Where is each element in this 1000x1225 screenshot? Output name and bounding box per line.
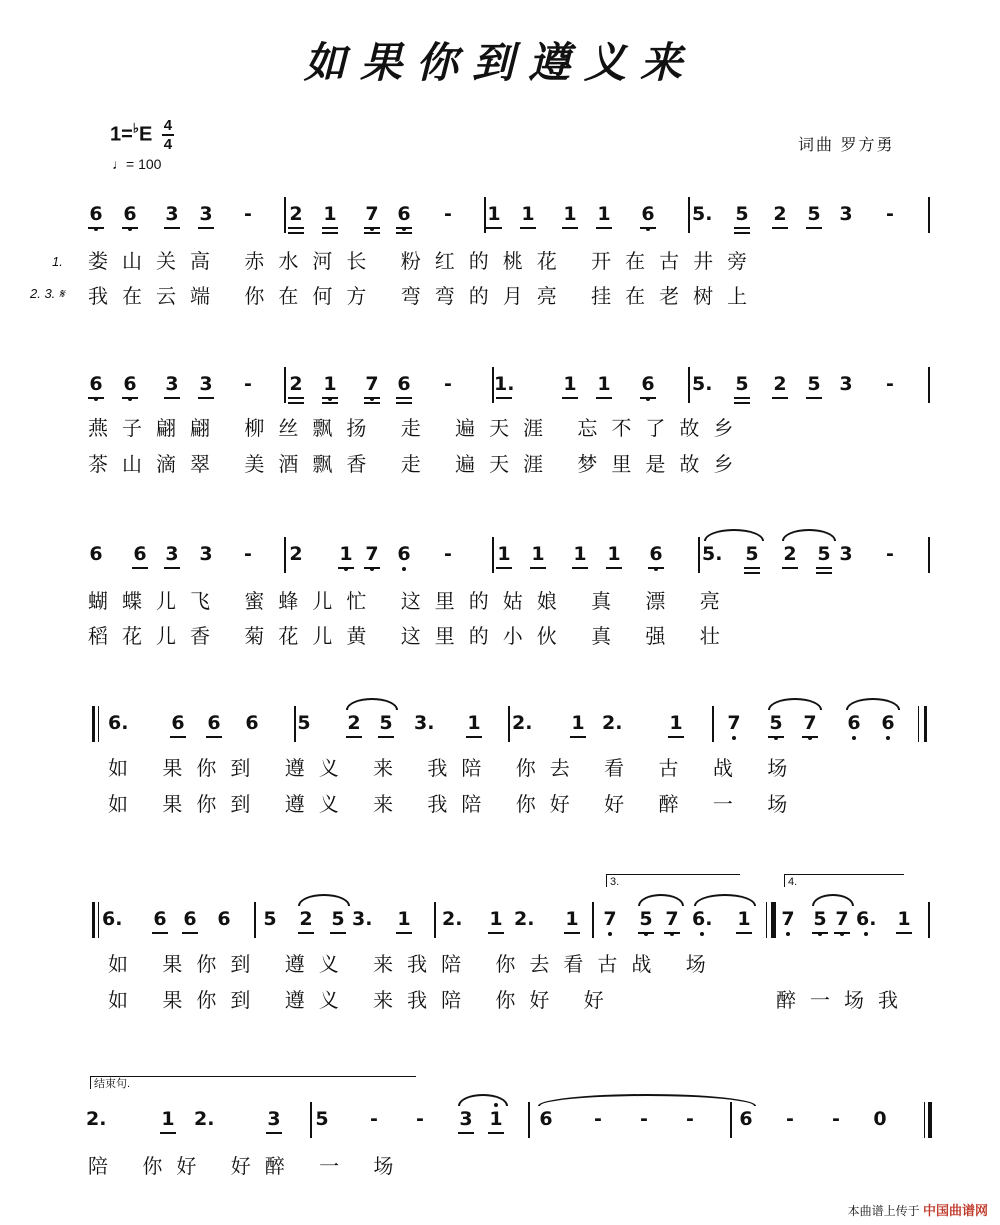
row2-note: 3 xyxy=(199,373,213,395)
row4-note: 2. xyxy=(602,712,623,734)
row4-note: 2. xyxy=(512,712,533,734)
row4-underline xyxy=(346,736,362,738)
lyrics-row1-verse1: 娄山关高 赤水河长 粉红的桃花 开在古井旁 xyxy=(88,249,762,273)
row2-bar-line xyxy=(688,367,690,403)
upload-footer xyxy=(848,1200,988,1219)
row1-double-underline xyxy=(288,232,304,234)
row6-underline xyxy=(160,1132,176,1134)
row2-note: 6 xyxy=(397,373,411,395)
row2-note: 7 xyxy=(362,373,382,395)
row6-slur xyxy=(458,1094,508,1106)
row2-note: - xyxy=(244,373,252,395)
row2-note: 1 xyxy=(563,373,577,395)
row6-underline xyxy=(266,1132,282,1134)
row2-note: 2 xyxy=(289,373,303,395)
row3-note: 5 xyxy=(817,543,831,565)
row1-underline xyxy=(396,227,412,229)
key-signature xyxy=(110,118,174,152)
row6-note: - xyxy=(640,1108,648,1130)
row3-note: 1 xyxy=(497,543,511,565)
row5-underline xyxy=(298,932,314,934)
row1-underline xyxy=(806,227,822,229)
row5-note: 3. xyxy=(352,908,373,930)
row1-note: 1 xyxy=(597,203,611,225)
row4-slur xyxy=(346,698,398,710)
row1-note: 5. xyxy=(692,203,713,225)
row3-underline xyxy=(364,567,380,569)
row5-underline xyxy=(152,932,168,934)
row1-underline xyxy=(734,227,750,229)
footer-text: 本曲谱上传于 xyxy=(847,1204,920,1218)
row1-note: 2 xyxy=(773,203,787,225)
row1-note: 1 xyxy=(323,203,337,225)
row2-note: 5 xyxy=(807,373,821,395)
row2-double-underline xyxy=(322,402,338,404)
row6-slur xyxy=(538,1094,756,1106)
row2-underline xyxy=(734,397,750,399)
row1-double-underline xyxy=(396,232,412,234)
row1-underline xyxy=(596,227,612,229)
row1-note: 2 xyxy=(289,203,303,225)
row5-note: 2 xyxy=(299,908,313,930)
lyrics-row5-verse1: 如 果你到 遵义 来我陪 你去看古战 场 xyxy=(108,952,720,976)
row4-slur xyxy=(846,698,900,710)
row1-underline xyxy=(122,227,138,229)
row2-underline xyxy=(122,397,138,399)
row6-note: - xyxy=(594,1108,602,1130)
key-note: E xyxy=(138,123,153,146)
row5-note: 2. xyxy=(442,908,463,930)
repeat-end-thin xyxy=(918,706,919,742)
row2-underline xyxy=(396,397,412,399)
row2-double-underline xyxy=(396,402,412,404)
row1-note: 1 xyxy=(563,203,577,225)
row3-note: 1 xyxy=(573,543,587,565)
row6-note: 1 xyxy=(486,1108,506,1130)
row1-underline xyxy=(520,227,536,229)
row3-underline xyxy=(338,567,354,569)
row3-note: 3 xyxy=(165,543,179,565)
row3-bar-line xyxy=(698,537,700,573)
row3-underline xyxy=(530,567,546,569)
row4-underline xyxy=(802,736,818,738)
row3-underline xyxy=(648,567,664,569)
row2-underline xyxy=(562,397,578,399)
row1-underline xyxy=(288,227,304,229)
row4-note: 1 xyxy=(669,712,683,734)
repeat-end-barline xyxy=(924,706,927,742)
row5-note: 5 xyxy=(636,908,656,930)
row5-note: 7 xyxy=(778,908,798,930)
row4-note: 6 xyxy=(171,712,185,734)
row5-note: 1 xyxy=(565,908,579,930)
row4-note: 7 xyxy=(800,712,820,734)
row3-note: 5. xyxy=(702,543,723,565)
row4-note: 6 xyxy=(207,712,221,734)
row6-note: - xyxy=(370,1108,378,1130)
row6-note: 5 xyxy=(315,1108,329,1130)
row1-underline xyxy=(772,227,788,229)
row1-note: 6 xyxy=(638,203,658,225)
row5-note: 6. xyxy=(692,908,713,930)
row5-underline xyxy=(182,932,198,934)
row6-note: 0 xyxy=(873,1108,887,1130)
row4-note: 1 xyxy=(467,712,481,734)
row3-underline xyxy=(132,567,148,569)
row6-note: - xyxy=(416,1108,424,1130)
row3-underline xyxy=(782,567,798,569)
row1-note: 3 xyxy=(165,203,179,225)
row1-note: 5 xyxy=(807,203,821,225)
row5-slur xyxy=(812,894,854,906)
row2-double-underline xyxy=(364,402,380,404)
row4-note: 2 xyxy=(347,712,361,734)
lyrics-row6: 陪 你好 好醉 一 场 xyxy=(88,1154,408,1178)
row3-note: - xyxy=(886,543,894,565)
row5-underline xyxy=(812,932,828,934)
row2-note: 5 xyxy=(735,373,749,395)
row5-note: 6 xyxy=(153,908,167,930)
row5-note: 5 xyxy=(263,908,277,930)
row5-underline xyxy=(330,932,346,934)
row5-note: 7 xyxy=(832,908,852,930)
row5-note: 2. xyxy=(514,908,535,930)
row5-underline xyxy=(664,932,680,934)
row6-note: 3 xyxy=(267,1108,281,1130)
lyrics-row4-verse2: 如 果你到 遵义 来 我陪 你好 好 醉 一 场 xyxy=(108,792,802,816)
site-brand[interactable]: 中国曲谱网 xyxy=(922,1203,988,1218)
row2-bar-line xyxy=(928,367,930,403)
row2-note: - xyxy=(444,373,452,395)
row2-underline xyxy=(288,397,304,399)
row2-double-underline xyxy=(734,402,750,404)
row3-note: 2 xyxy=(289,543,303,565)
row4-note: 5 xyxy=(379,712,393,734)
row5-bar-line xyxy=(434,902,436,938)
row3-note: 7 xyxy=(362,543,382,565)
row5-note: 1 xyxy=(489,908,503,930)
row5-note: 6. xyxy=(856,908,877,930)
row5-bar-line xyxy=(774,902,776,938)
row5-bar-line xyxy=(928,902,930,938)
row5-underline xyxy=(488,932,504,934)
row5-underline xyxy=(564,932,580,934)
final-barline-thick xyxy=(929,1102,932,1138)
row6-bar-line xyxy=(310,1102,312,1138)
row5-underline xyxy=(834,932,850,934)
row5-note: 7 xyxy=(662,908,682,930)
row5-note: 6 xyxy=(183,908,197,930)
row6-note: 2. xyxy=(194,1108,215,1130)
row3-note: 1 xyxy=(607,543,621,565)
row4-note: 7 xyxy=(724,712,744,734)
repeat-end-thin-2 xyxy=(766,902,767,938)
repeat-start-thin-2 xyxy=(98,902,99,938)
row1-note: 5 xyxy=(735,203,749,225)
row2-note: 1 xyxy=(320,373,340,395)
row5-underline xyxy=(896,932,912,934)
row1-bar-line xyxy=(284,197,286,233)
composer-credit: 词曲 罗方勇 xyxy=(798,137,895,154)
row1-underline xyxy=(322,227,338,229)
flat-symbol: ♭ xyxy=(132,120,139,136)
row4-note: 6 xyxy=(844,712,864,734)
lyrics-row5-verse2: 如 果你到 遵义 来我陪 你好 好 xyxy=(108,988,618,1012)
row1-note: 6 xyxy=(120,203,140,225)
row6-underline xyxy=(458,1132,474,1134)
row1-double-underline xyxy=(322,232,338,234)
row6-bar-line xyxy=(730,1102,732,1138)
lyrics-row2-verse1: 燕子翩翩 柳丝飘扬 走 遍天涯 忘不了故乡 xyxy=(88,416,748,440)
row4-note: 6 xyxy=(878,712,898,734)
row1-note: - xyxy=(244,203,252,225)
row3-note: 6 xyxy=(394,543,414,565)
row6-note: - xyxy=(786,1108,794,1130)
row1-note: - xyxy=(886,203,894,225)
row1-underline xyxy=(164,227,180,229)
ending-bracket-4: 4. xyxy=(784,874,904,887)
row1-note: 3 xyxy=(199,203,213,225)
row2-underline xyxy=(772,397,788,399)
final-barline-thin xyxy=(924,1102,925,1138)
row5-underline xyxy=(396,932,412,934)
row3-underline xyxy=(572,567,588,569)
row2-note: 6 xyxy=(86,373,106,395)
row1-underline xyxy=(640,227,656,229)
row1-note: 6 xyxy=(394,203,414,225)
time-signature xyxy=(162,118,174,152)
tempo-marking: ♩= 100 xyxy=(112,156,162,172)
row3-bar-line xyxy=(284,537,286,573)
row1-underline xyxy=(364,227,380,229)
row2-note: - xyxy=(886,373,894,395)
key-prefix: 1= xyxy=(110,123,133,146)
row2-note: 1 xyxy=(597,373,611,395)
row6-note: 3 xyxy=(459,1108,473,1130)
row4-bar-line xyxy=(294,706,296,742)
ending-phrase-bracket: 结束句. xyxy=(90,1076,416,1089)
row1-bar-line xyxy=(688,197,690,233)
row3-underline xyxy=(164,567,180,569)
row1-underline xyxy=(198,227,214,229)
row4-underline xyxy=(206,736,222,738)
row5-underline xyxy=(638,932,654,934)
time-bottom: 4 xyxy=(163,136,173,153)
repeat-start-thin xyxy=(98,706,99,742)
lyrics-row4-verse1: 如 果你到 遵义 来 我陪 你去 看 古 战 场 xyxy=(108,756,802,780)
row1-underline xyxy=(88,227,104,229)
row2-note: 1. xyxy=(494,373,515,395)
row3-slur xyxy=(704,529,764,541)
row4-note: 6. xyxy=(108,712,129,734)
row1-note: 7 xyxy=(362,203,382,225)
row3-underline xyxy=(606,567,622,569)
row4-underline xyxy=(668,736,684,738)
row2-note: 6 xyxy=(638,373,658,395)
repeat-start-barline-2 xyxy=(92,902,95,938)
lyrics-row3-verse1: 蝴蝶儿飞 蜜蜂儿忙 这里的姑娘 真 漂 亮 xyxy=(88,589,734,613)
row6-bar-line xyxy=(528,1102,530,1138)
row3-note: - xyxy=(444,543,452,565)
row3-note: - xyxy=(244,543,252,565)
row5-note: 7 xyxy=(600,908,620,930)
row3-note: 6 xyxy=(133,543,147,565)
row5-note: 5 xyxy=(331,908,345,930)
row1-note: - xyxy=(444,203,452,225)
row2-note: 3 xyxy=(165,373,179,395)
row5-slur xyxy=(694,894,756,906)
row4-bar-line xyxy=(712,706,714,742)
row2-note: 3 xyxy=(839,373,853,395)
row2-underline xyxy=(198,397,214,399)
row5-bar-line xyxy=(254,902,256,938)
lyrics-row5-verse2-end: 醉一场我 xyxy=(776,988,912,1012)
row3-underline xyxy=(496,567,512,569)
row3-note: 3 xyxy=(199,543,213,565)
row2-double-underline xyxy=(288,402,304,404)
row2-underline xyxy=(364,397,380,399)
row2-underline xyxy=(164,397,180,399)
row1-bar-line xyxy=(484,197,486,233)
row2-underline xyxy=(88,397,104,399)
row1-note: 6 xyxy=(86,203,106,225)
row3-bar-line xyxy=(492,537,494,573)
row5-note: 6. xyxy=(102,908,123,930)
repeat-start-barline xyxy=(92,706,95,742)
row5-note: 1 xyxy=(737,908,751,930)
row4-underline xyxy=(570,736,586,738)
lyrics-row3-verse2: 稻花儿香 菊花儿黄 这里的小伙 真 强 壮 xyxy=(88,624,734,648)
verse-label-2: 2. 3. 𝄋 xyxy=(30,286,65,301)
row2-underline xyxy=(596,397,612,399)
row2-underline xyxy=(806,397,822,399)
row6-note: 1 xyxy=(161,1108,175,1130)
row5-note: 1 xyxy=(397,908,411,930)
row4-underline xyxy=(466,736,482,738)
row3-note: 6 xyxy=(89,543,103,565)
row2-note: 2 xyxy=(773,373,787,395)
row1-double-underline xyxy=(734,232,750,234)
row2-note: 6 xyxy=(120,373,140,395)
time-top: 4 xyxy=(163,117,173,134)
row4-underline xyxy=(378,736,394,738)
row2-underline xyxy=(640,397,656,399)
row5-slur xyxy=(298,894,350,906)
row6-note: 6 xyxy=(539,1108,553,1130)
row4-note: 5 xyxy=(297,712,311,734)
row3-double-underline xyxy=(816,572,832,574)
row5-underline xyxy=(736,932,752,934)
row1-underline xyxy=(562,227,578,229)
row4-note: 6 xyxy=(245,712,259,734)
row2-note: 5. xyxy=(692,373,713,395)
lyrics-row1-verse2: 我在云端 你在何方 弯弯的月亮 挂在老树上 xyxy=(88,284,762,308)
row6-note: 2. xyxy=(86,1108,107,1130)
row3-underline xyxy=(816,567,832,569)
row5-slur xyxy=(638,894,684,906)
row2-bar-line xyxy=(284,367,286,403)
row1-underline xyxy=(486,227,502,229)
row3-note: 6 xyxy=(646,543,666,565)
row5-note: 6 xyxy=(217,908,231,930)
row3-bar-line xyxy=(928,537,930,573)
row1-note: 1 xyxy=(487,203,501,225)
row1-double-underline xyxy=(364,232,380,234)
verse-label-1: 1. xyxy=(52,254,63,269)
song-title: 如果你到遵义来 xyxy=(303,38,696,87)
row3-note: 1 xyxy=(336,543,356,565)
row1-note: 1 xyxy=(521,203,535,225)
row2-bar-line xyxy=(492,367,494,403)
row1-bar-line xyxy=(928,197,930,233)
row3-note: 5 xyxy=(745,543,759,565)
row3-note: 2 xyxy=(783,543,797,565)
row6-underline xyxy=(488,1132,504,1134)
repeat-end-barline-2 xyxy=(771,902,774,938)
row2-underline xyxy=(496,397,512,399)
row6-note: - xyxy=(686,1108,694,1130)
row2-underline xyxy=(322,397,338,399)
row4-underline xyxy=(768,736,784,738)
row3-underline xyxy=(744,567,760,569)
row4-note: 5 xyxy=(766,712,786,734)
row3-note: 1 xyxy=(531,543,545,565)
row3-note: 3 xyxy=(839,543,853,565)
row4-note: 3. xyxy=(414,712,435,734)
row4-note: 1 xyxy=(571,712,585,734)
row3-slur xyxy=(782,529,836,541)
row1-note: 3 xyxy=(839,203,853,225)
row4-underline xyxy=(170,736,186,738)
row5-note: 1 xyxy=(897,908,911,930)
row5-bar-line xyxy=(592,902,594,938)
row4-bar-line xyxy=(508,706,510,742)
row6-note: - xyxy=(832,1108,840,1130)
ending-bracket-3: 3. xyxy=(606,874,740,887)
row6-note: 6 xyxy=(739,1108,753,1130)
lyrics-row2-verse2: 茶山滴翠 美酒飘香 走 遍天涯 梦里是故乡 xyxy=(88,452,748,476)
row3-double-underline xyxy=(744,572,760,574)
row5-note: 5 xyxy=(810,908,830,930)
row4-slur xyxy=(768,698,822,710)
